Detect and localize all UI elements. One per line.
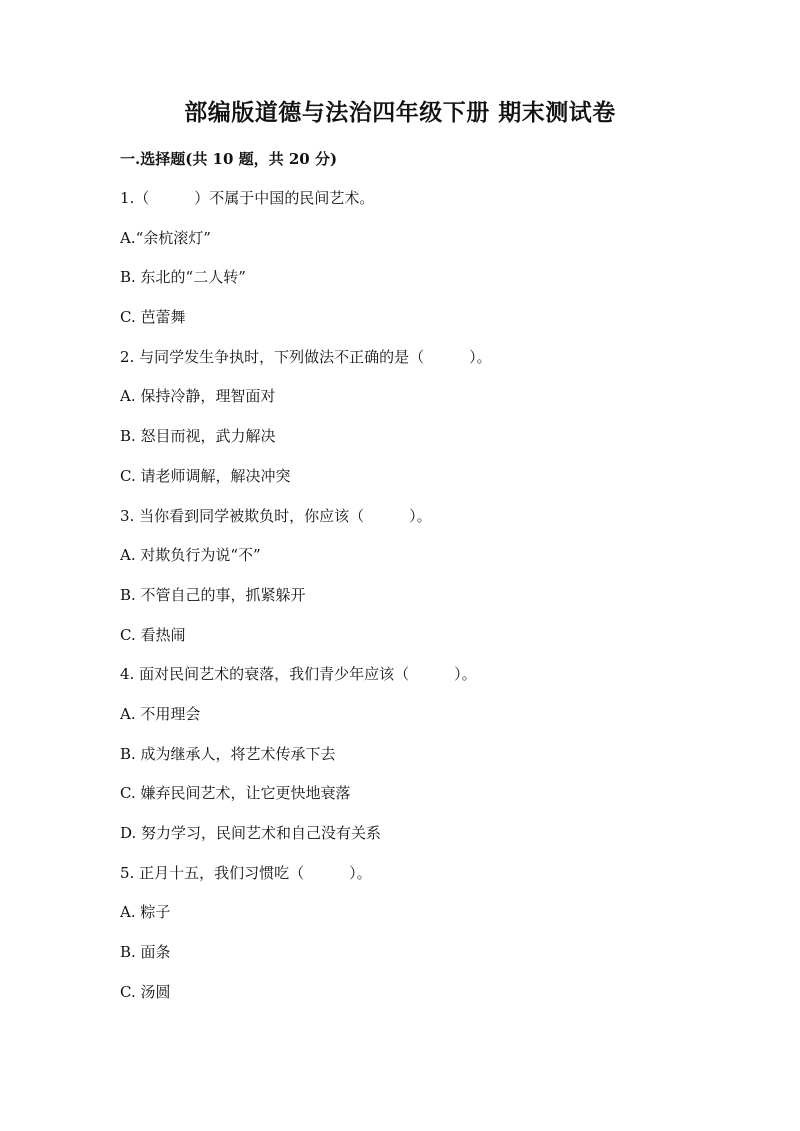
- answer-option: B. 面条: [120, 943, 171, 962]
- question-stem: 4. 面对民间艺术的衰落，我们青少年应该（ ）。: [120, 665, 477, 684]
- section-heading: 一.选择题(共 10 题，共 20 分): [120, 150, 338, 168]
- answer-option: D. 努力学习，民间艺术和自己没有关系: [120, 824, 382, 842]
- answer-option: B. 怒目而视，武力解决: [120, 427, 276, 446]
- answer-option: A.“余杭滚灯”: [120, 228, 211, 247]
- question-stem: 2. 与同学发生争执时，下列做法不正确的是（ ）。: [120, 347, 492, 366]
- answer-option: A. 粽子: [120, 903, 171, 922]
- answer-option: A. 对欺负行为说“不”: [120, 546, 261, 565]
- question-list: [120, 187, 740, 1020]
- page-title: 部编版道德与法治四年级下册 期末测试卷: [184, 99, 616, 126]
- question-stem: 3. 当你看到同学被欺负时，你应该（ ）。: [120, 506, 432, 525]
- answer-option: C. 嫌弃民间艺术，让它更快地衰落: [120, 784, 351, 803]
- answer-option: C. 汤圆: [120, 982, 171, 1001]
- question-stem: 1.（ ）不属于中国的民间艺术。: [120, 189, 375, 207]
- answer-option: A. 不用理会: [120, 704, 201, 723]
- answer-option: C. 芭蕾舞: [120, 308, 186, 327]
- answer-option: C. 请老师调解，解决冲突: [120, 466, 291, 485]
- answer-option: B. 成为继承人，将艺术传承下去: [120, 744, 336, 763]
- answer-option: A. 保持冷静，理智面对: [120, 387, 276, 406]
- answer-option: B. 不管自己的事，抓紧躲开: [120, 585, 306, 604]
- question-stem: 5. 正月十五，我们习惯吃（ ）。: [120, 863, 372, 882]
- answer-option: B. 东北的“二人转”: [120, 268, 246, 287]
- answer-option: C. 看热闹: [120, 625, 186, 644]
